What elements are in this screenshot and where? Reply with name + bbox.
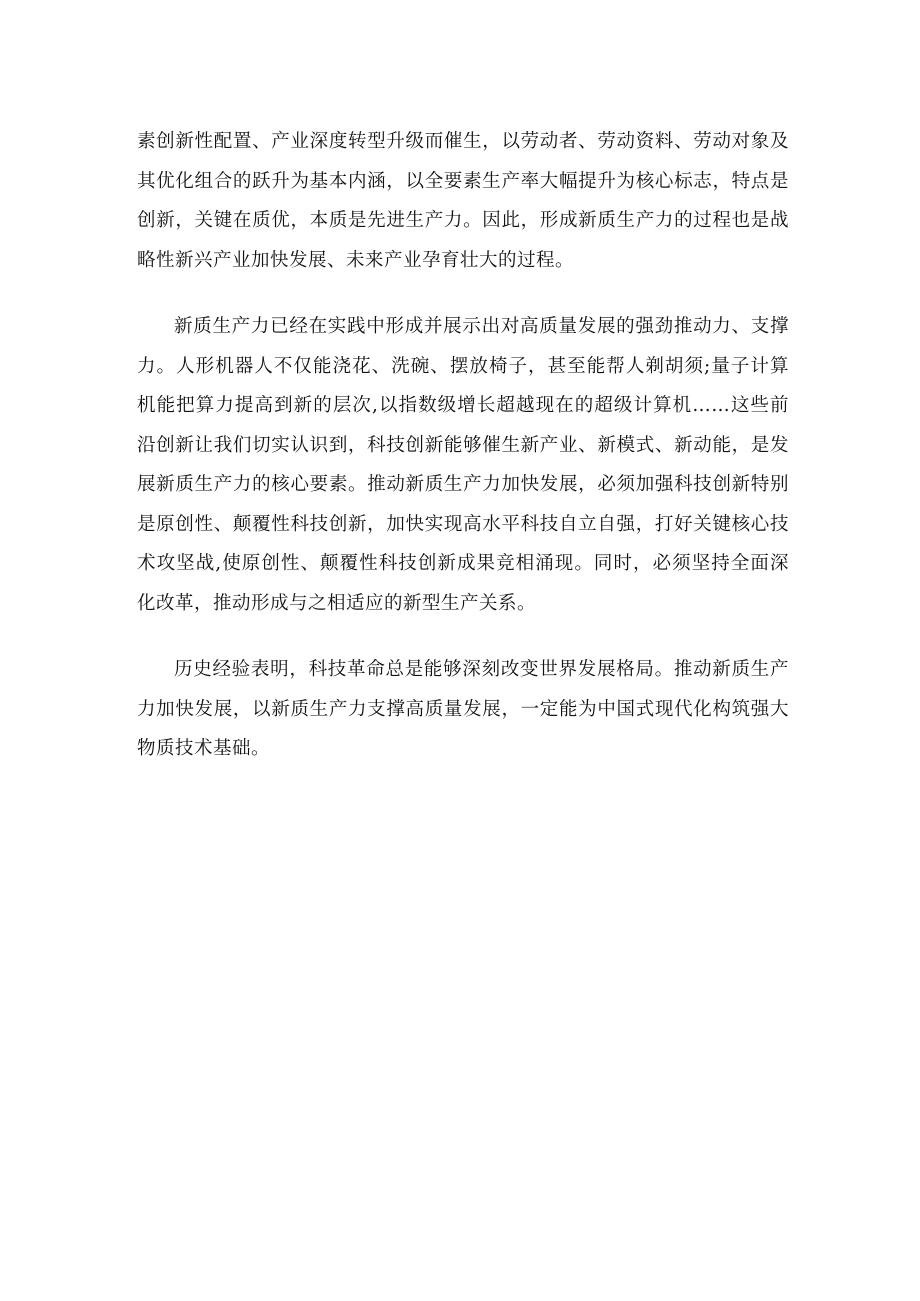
paragraph-conclusion: 历史经验表明，科技革命总是能够深刻改变世界发展格局。推动新质生产力加快发展，以新质生产力支撑高质量发展，一定能为中国式现代化构筑强大物质技术基础。 xyxy=(137,659,789,759)
paragraph-continuation: 素创新性配置、产业深度转型升级而催生，以劳动者、劳动资料、劳动对象及其优化组合的跃升为基本内涵，以全要素生产率大幅提升为核心标志，特点是创新，关键在质优，本质是先进生产力。因此，形成新质生产力的过程也是战略性新兴产业加快发展、未来产业孕育壮大的过程。 xyxy=(137,131,789,271)
article-body xyxy=(137,122,789,796)
paragraph-new-productivity: 新质生产力已经在实践中形成并展示出对高质量发展的强劲推动力、支撑力。人形机器人不仅能浇花、洗碗、摆放椅子，甚至能帮人剃胡须;量子计算机能把算力提高到新的层次,以指数级增长超越现在的超级计算机……这些前沿创新让我们切实认识到，科技创新能够催生新产业、新模式、新动能，是发展新质生产力的核心要素。推动新质生产力加快发展，必须加强科技创新特别是原创性、颠覆性科技创新，加快实现高水平科技自立自强，打好关键核心技术攻坚战,使原创性、颠覆性科技创新成果竞相涌现。同时，必须坚持全面深化改革，推动形成与之相适应的新型生产关系。 xyxy=(137,316,789,614)
